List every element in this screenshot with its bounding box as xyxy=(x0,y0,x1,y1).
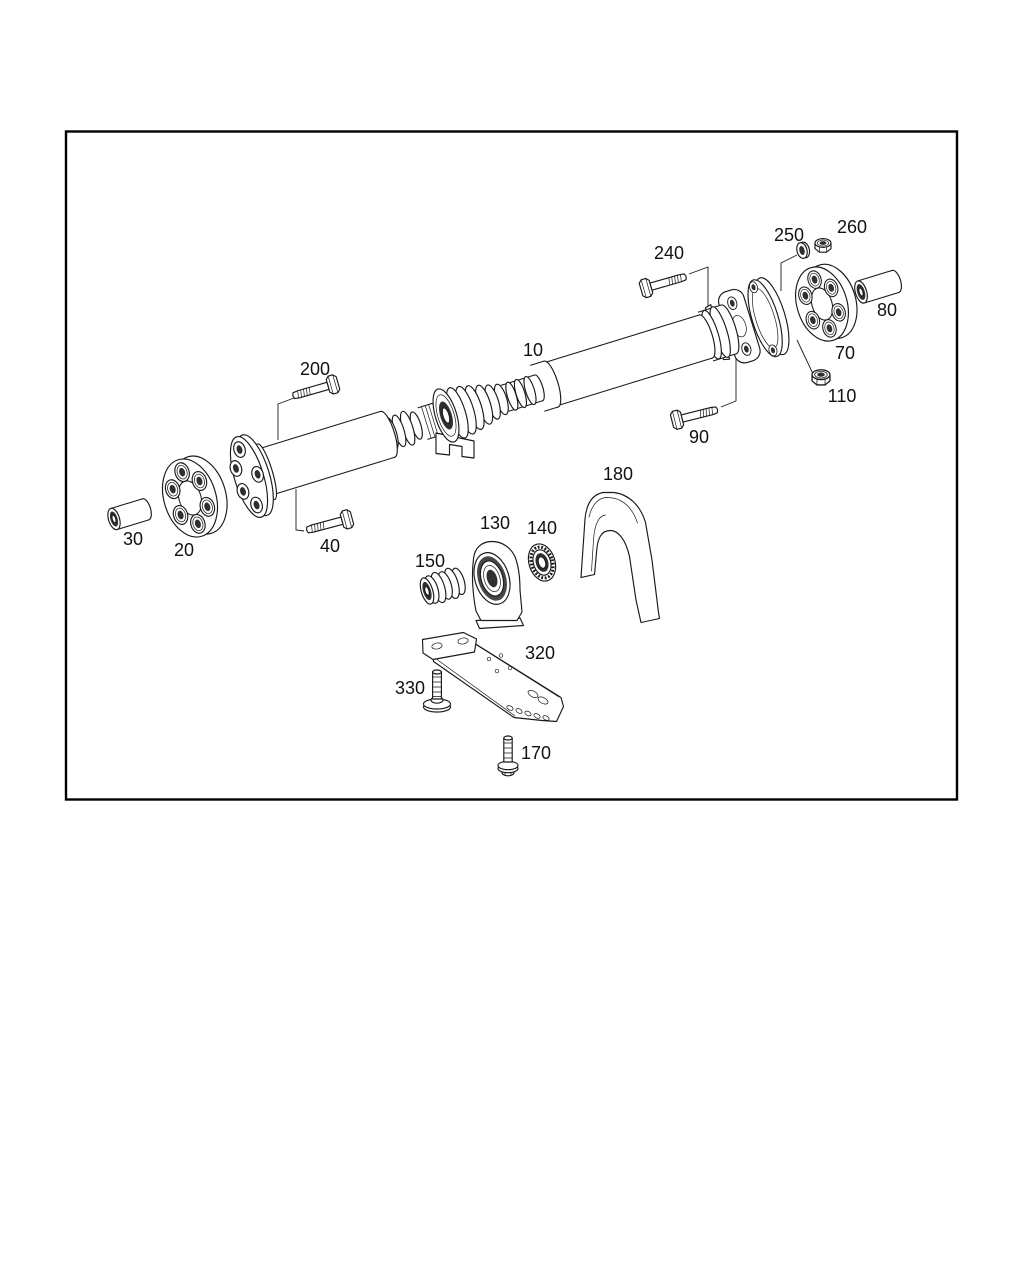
part-label-110: 110 xyxy=(827,386,857,406)
part-label-250: 250 xyxy=(773,225,805,245)
nut-rear-lower-drawing xyxy=(812,370,830,385)
part-label-170: 170 xyxy=(520,743,552,763)
part-label-40: 40 xyxy=(319,536,341,556)
part-label-240: 240 xyxy=(653,243,685,263)
part-label-330: 330 xyxy=(394,678,426,698)
part-label-90: 90 xyxy=(688,427,710,447)
part-label-80: 80 xyxy=(876,300,898,320)
part-label-260: 260 xyxy=(836,217,868,237)
part-label-130: 130 xyxy=(479,513,511,533)
part-label-150: 150 xyxy=(414,551,446,571)
part-label-30: 30 xyxy=(122,529,144,549)
part-label-10: 10 xyxy=(522,340,544,360)
part-label-180: 180 xyxy=(602,464,634,484)
part-label-70: 70 xyxy=(834,343,856,363)
nut-rear-upper-drawing xyxy=(815,239,831,253)
part-label-200: 200 xyxy=(299,359,331,379)
part-label-20: 20 xyxy=(173,540,195,560)
part-label-140: 140 xyxy=(526,518,558,538)
part-label-320: 320 xyxy=(524,643,556,663)
